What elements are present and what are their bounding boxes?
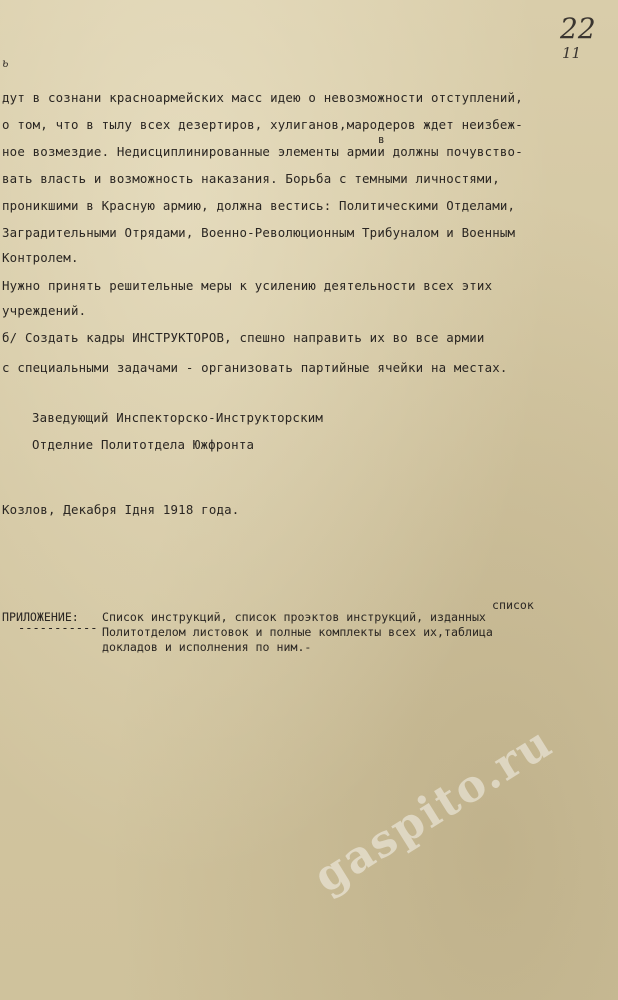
page-number: 22	[560, 12, 596, 45]
body-line-4: вать власть и возможность наказания. Борьба с темными личностями,	[2, 171, 500, 186]
body-line-9: учреждений.	[2, 303, 87, 318]
appendix-line-1: Список инструкций, список проэктов инструкций, изданных	[102, 610, 486, 624]
appendix-underline: -----------	[18, 621, 98, 635]
date-line: Козлов, Декабря Iдня 1918 года.	[2, 502, 240, 517]
body-line-5: проникшими в Красную армию, должна вестись: Политическими Отделами,	[2, 198, 516, 213]
signature-line-2: Отделние Политотдела Южфронта	[32, 437, 255, 452]
signature-line-1: Заведующий Инспекторско-Инструкторским	[32, 410, 324, 425]
appendix-label: ПРИЛОЖЕНИЕ:	[2, 610, 79, 624]
body-line-8: Нужно принять решительные меры к усилению деятельности всех этих	[2, 278, 493, 293]
appendix-line-3: докладов и исполнения по ним.-	[102, 640, 312, 654]
corner-mark: ь	[2, 56, 9, 70]
inserted-letter: в	[378, 133, 385, 146]
body-line-2: о том, что в тылу всех дезертиров, хулиганов,мародеров ждет неизбеж-	[2, 117, 523, 132]
body-line-11: с специальными задачами - организовать партийные ячейки на местах.	[2, 360, 508, 375]
appendix-line-2: Политотделом листовок и полные комплекты всех их,таблица	[102, 625, 493, 639]
body-line-10: б/ Создать кадры ИНСТРУКТОРОВ, спешно направить их во все армии	[2, 330, 485, 345]
body-line-3: ное возмездие. Недисциплинированные элементы армии должны почувство-	[2, 144, 523, 159]
page-number-secondary: 11	[562, 44, 582, 62]
appendix-insert: список	[492, 598, 534, 612]
body-line-7: Контролем.	[2, 250, 79, 265]
body-line-6: Заградительными Отрядами, Военно-Революционным Трибуналом и Военным	[2, 225, 516, 240]
body-line-1: дут в сознани красноармейских масс идею о невозможности отступлений,	[2, 90, 523, 105]
watermark: gaspito.ru	[305, 716, 562, 904]
